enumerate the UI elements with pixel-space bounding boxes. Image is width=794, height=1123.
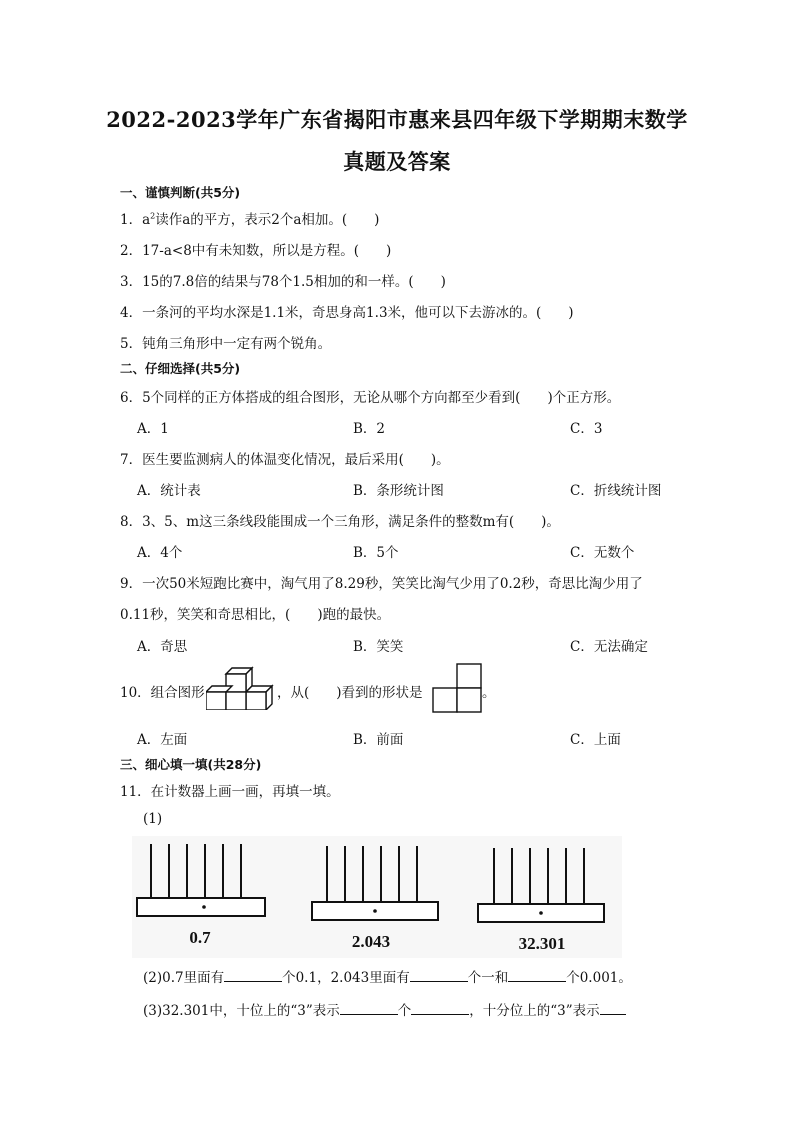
q10-option-b: B．前面	[353, 732, 404, 748]
question-10-prefix: 10．组合图形	[120, 685, 205, 701]
question-11-part2: (2)0.7里面有 个0.1，2.043里面有 个一和 个0.001。	[143, 970, 632, 986]
view-top-square	[457, 664, 481, 688]
question-5: 5．钝角三角形中一定有两个锐角。	[120, 336, 332, 352]
question-2: 2．17-a<8中有未知数，所以是方程。( )	[120, 243, 392, 259]
q10-option-c: C．上面	[570, 732, 621, 748]
view-bottom-left-square	[433, 688, 457, 712]
question-9-line2: 0.11秒，笑笑和奇思相比，( )跑的最快。	[120, 607, 391, 623]
question-10-middle: ，从( )看到的形状是	[277, 685, 423, 701]
question-7: 7．医生要监测病人的体温变化情况，最后采用( )。	[120, 452, 450, 468]
q8-option-a: A．4个	[137, 545, 183, 561]
question-11-part3: (3)32.301中，十位上的“3”表示 个 ，十分位上的“3”表示	[143, 999, 626, 1019]
abacus-3-label: 32.301	[518, 934, 566, 953]
question-11: 11．在计数器上画一画，再填一填。	[120, 784, 340, 800]
exam-title-line1: 2022-2023学年广东省揭阳市惠来县四年级下学期期末数学	[106, 107, 688, 132]
q8-option-c: C．无数个	[570, 545, 635, 561]
q7-option-a: A．统计表	[137, 483, 201, 499]
blank-answer[interactable]	[410, 968, 468, 982]
question-11-part1-label: (1)	[143, 811, 163, 827]
question-4: 4．一条河的平均水深是1.1米，奇思身高1.3米，他可以下去游冰的。( )	[120, 305, 574, 321]
view-bottom-right-square	[457, 688, 481, 712]
middle-cube-front-face	[226, 692, 246, 710]
q8-option-b: B．5个	[353, 545, 399, 561]
view-shape-figure	[432, 663, 482, 713]
q10-option-a: A．左面	[137, 732, 188, 748]
blank-answer[interactable]	[508, 968, 566, 982]
combined-cubes-figure	[206, 666, 274, 710]
question-10-suffix: 。	[482, 685, 496, 701]
section-3-heading: 三、细心填一填(共28分)	[120, 757, 262, 772]
q6-option-b: B．2	[353, 421, 386, 437]
right-cube-front-face	[246, 692, 266, 710]
abacus-2	[312, 846, 438, 920]
q6-option-a: A．1	[137, 421, 169, 437]
exam-title-line2: 真题及答案	[343, 149, 451, 174]
left-cube-front-face	[206, 692, 226, 710]
blank-answer[interactable]	[340, 1001, 398, 1015]
question-1: 1．$a^2$读作a的平方，表示2个a相加。( )	[120, 211, 380, 228]
q9-option-c: C．无法确定	[570, 639, 648, 655]
question-6: 6．5个同样的正方体搭成的组合图形，无论从哪个方向都至少看到( )个正方形。	[120, 390, 621, 406]
section-1-heading: 一、谨慎判断(共5分)	[120, 185, 241, 200]
q9-option-a: A．奇思	[137, 639, 188, 655]
question-9-line1: 9．一次50米短跑比赛中，淘气用了8.29秒，笑笑比淘气少用了0.2秒，奇思比淘少用了	[120, 576, 643, 592]
abacus-3	[478, 848, 604, 922]
blank-answer[interactable]	[411, 1001, 469, 1015]
q9-option-b: B．笑笑	[353, 639, 404, 655]
q6-option-c: C．3	[570, 421, 603, 437]
section-2-heading: 二、仔细选择(共5分)	[120, 361, 241, 376]
q7-option-b: B．条形统计图	[353, 483, 444, 499]
question-3: 3．15的7.8倍的结果与78个1.5相加的和一样。( )	[120, 274, 446, 290]
q7-option-c: C．折线统计图	[570, 483, 662, 499]
abacus-1-label: 0.7	[189, 928, 211, 947]
blank-answer[interactable]	[224, 968, 282, 982]
abacus-1	[137, 844, 265, 916]
abacus-2-label: 2.043	[351, 932, 391, 951]
question-8: 8．3、5、m这三条线段能围成一个三角形，满足条件的整数m有( )。	[120, 514, 560, 530]
blank-answer[interactable]	[600, 1001, 626, 1015]
